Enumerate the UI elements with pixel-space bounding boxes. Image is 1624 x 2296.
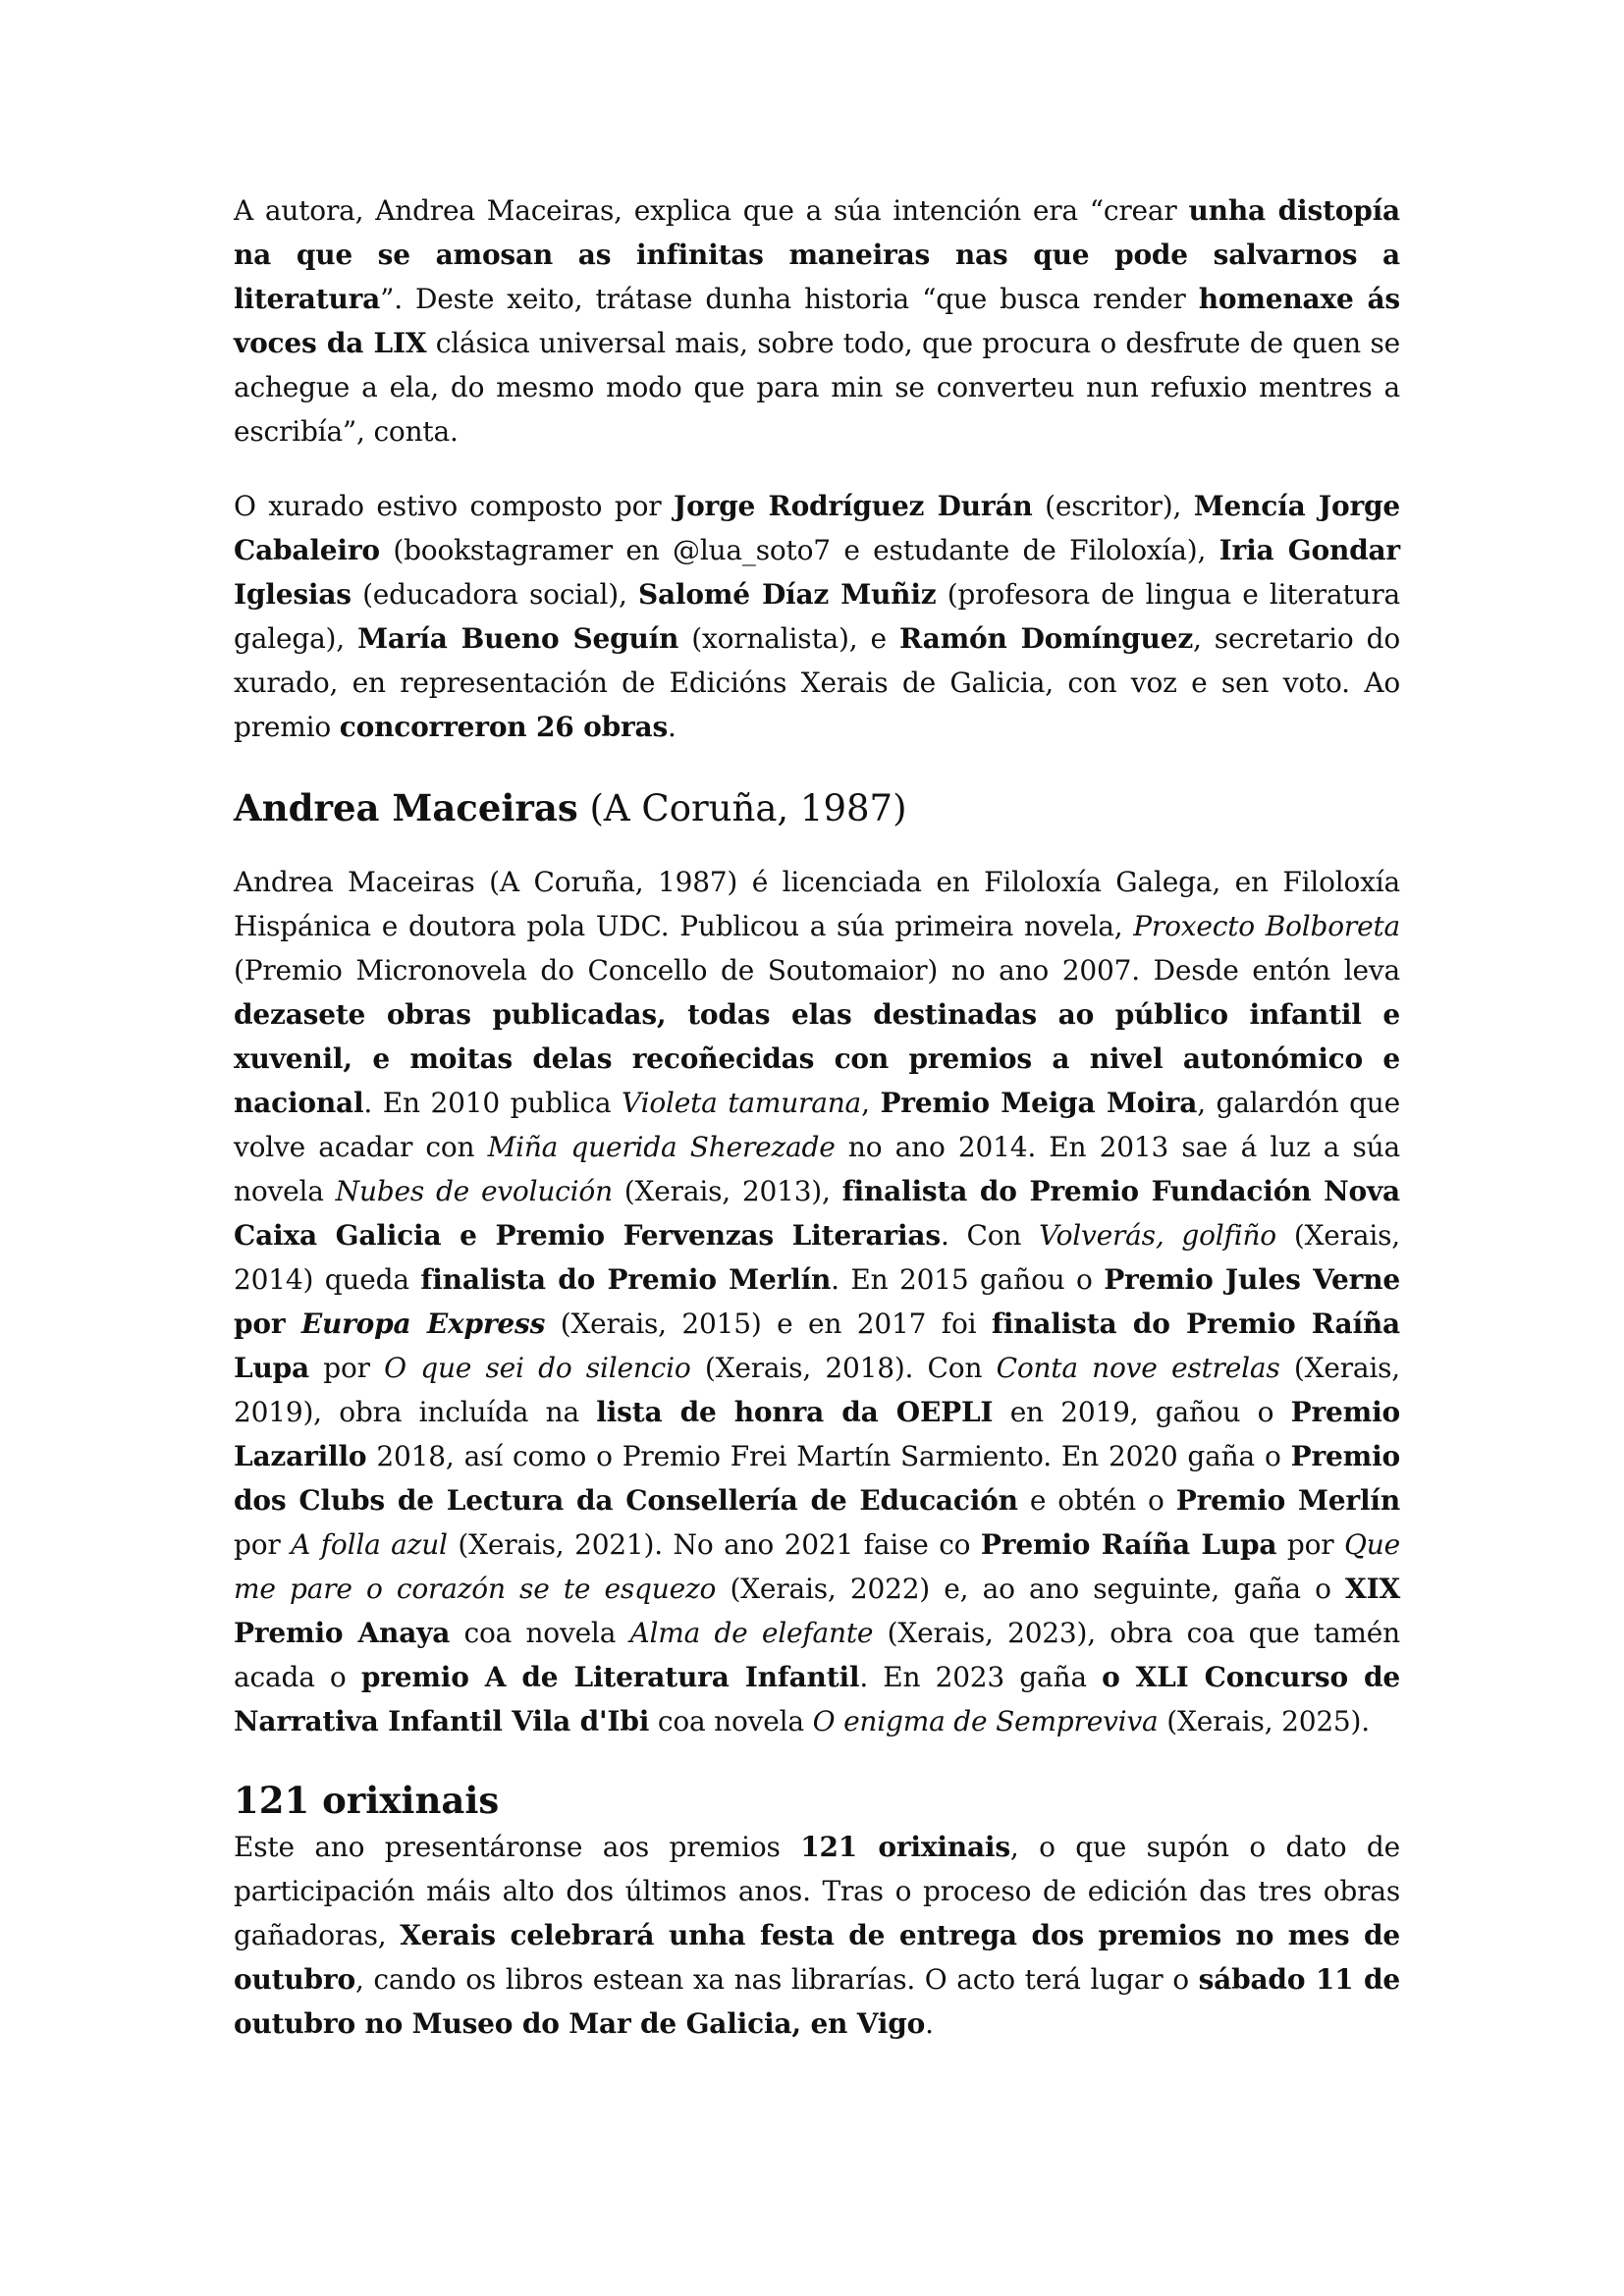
jury-member-name: María Bueno Seguín [357, 622, 679, 655]
award-name: Premio Merlín [1175, 1484, 1401, 1517]
jury-member-name: Salomé Díaz Muñiz [637, 578, 937, 611]
jury-member-name: Mencía Jorge Cabaleiro [234, 490, 1400, 566]
originals-heading: 121 orixinais [234, 1779, 500, 1822]
text-run: por [308, 1352, 385, 1384]
book-title: Conta nove estrelas [996, 1352, 1280, 1384]
document-page [234, 188, 1400, 2046]
text-run: . Con [940, 1219, 1040, 1252]
award-name: XIX Premio Anaya [234, 1573, 1400, 1649]
award-name: finalista do Premio Raíña Lupa [234, 1308, 1401, 1384]
bold-run: homenaxe ás voces da LIX [234, 283, 1400, 359]
book-title: Volverás, golfiño [1039, 1219, 1276, 1252]
text-run: , [861, 1087, 881, 1119]
intro-paragraph [234, 188, 1400, 454]
book-title: O que sei do silencio [384, 1352, 691, 1384]
author-heading-detail: (A Coruña, 1987) [577, 787, 907, 829]
award-name: o XLI Concurso de Narrativa Infantil Vila d'Ibi [234, 1661, 1401, 1737]
text-run: , secretario do xurado, en representación de Edicións Xerais de Galicia, con voz e sen voto. Ao premio [234, 622, 1400, 743]
text-run: coa novela [450, 1617, 630, 1649]
text-run: por [1276, 1528, 1345, 1561]
text-run: (Xerais, 2018). Con [690, 1352, 997, 1384]
book-title: Proxecto Bolboreta [1133, 910, 1400, 942]
book-title: O enigma de Sempreviva [812, 1705, 1159, 1737]
originals-paragraph [234, 1825, 1400, 2046]
book-title: Que me pare o corazón se te esquezo [234, 1528, 1400, 1605]
event-date-location: sábado 11 de outubro no Museo do Mar de Galicia, en Vigo [234, 1963, 1400, 2040]
jury-member-name: Ramón Domínguez [898, 622, 1194, 655]
jury-paragraph [234, 484, 1400, 749]
book-title: A folla azul [291, 1528, 448, 1561]
bold-run: unha distopía na que se amosan as infinitas maneiras nas que pode salvarnos a literatura [234, 194, 1400, 315]
jury-member-name: Iria Gondar Iglesias [234, 534, 1400, 611]
award-name: Premio dos Clubs de Lectura da Consellería de Educación [234, 1440, 1400, 1517]
text-run: . En 2023 gaña [859, 1661, 1103, 1693]
text-run: (Xerais, 2015) e en 2017 foi [545, 1308, 992, 1340]
text-run: , galardón que volve acadar con [234, 1087, 1400, 1163]
text-run: Este ano presentáronse aos premios [234, 1831, 801, 1863]
text-run: (escritor), [1032, 490, 1194, 522]
text-run: por [234, 1528, 292, 1561]
bold-run: dezasete obras publicadas, todas elas destinadas ao público infantil e xuvenil, e moitas delas recoñecidas con premios a nivel autonómico e nacional [234, 998, 1400, 1119]
text-run: A autora, Andrea Maceiras, explica que a súa intención era “crear [234, 194, 1189, 227]
bold-run: Xerais celebrará unha festa de entrega dos premios no mes de outubro [234, 1919, 1400, 1996]
text-run: coa novela [649, 1705, 813, 1737]
book-title: Nubes de evolución [335, 1175, 613, 1207]
award-name: lista de honra da OEPLI [596, 1396, 994, 1428]
text-run: no ano 2014. En 2013 sae á luz a súa novela [234, 1131, 1400, 1207]
award-name: finalista do Premio Merlín [420, 1263, 832, 1296]
bold-run: concorreron 26 obras [339, 711, 669, 743]
text-run: e obtén o [1017, 1484, 1176, 1517]
award-name: Premio Raíña Lupa [980, 1528, 1277, 1561]
book-title: Miña querida Sherezade [487, 1131, 836, 1163]
text-run: . [668, 711, 677, 743]
book-title: Europa Express [300, 1308, 546, 1340]
text-run: (educadora social), [351, 578, 638, 611]
text-run: (bookstagramer en @lua_soto7 e estudante de Filoloxía), [379, 534, 1219, 566]
text-run: (Xerais, 2022) e, ao ano seguinte, gaña o [716, 1573, 1346, 1605]
book-title: Violeta tamurana [622, 1087, 862, 1119]
text-run: . En 2015 gañou o [831, 1263, 1105, 1296]
award-name: Premio Lazarillo [234, 1396, 1401, 1472]
bold-run: 121 orixinais [800, 1831, 1010, 1863]
text-run: O xurado estivo composto por [234, 490, 675, 522]
text-run: (Xerais, 2013), [612, 1175, 842, 1207]
text-run: , o que supón o dato de participación máis alto dos últimos anos. Tras o proceso de edición das tres obras gañadoras, [234, 1831, 1400, 1951]
text-run: (Xerais, 2025). [1158, 1705, 1370, 1737]
text-run: (Xerais, 2021). No ano 2021 faise co [447, 1528, 981, 1561]
text-run: (profesora de lingua e literatura galega), [234, 578, 1400, 655]
text-run: . En 2010 publica [363, 1087, 623, 1119]
author-heading [234, 781, 1400, 835]
text-run: (xornalista), e [678, 622, 899, 655]
text-run: clásica universal mais, sobre todo, que procura o desfrute de quen se achegue a ela, do mesmo modo que para min se converteu nun refuxio mentres a escribía”, conta. [234, 327, 1400, 448]
biography-paragraph [234, 860, 1400, 1743]
jury-member-name: Jorge Rodríguez Durán [674, 490, 1033, 522]
book-title: Alma de elefante [629, 1617, 874, 1649]
text-run: . [925, 2007, 934, 2040]
text-run: en 2019, gañou o [993, 1396, 1291, 1428]
text-run: ”. Deste xeito, trátase dunha historia “que busca render [380, 283, 1199, 315]
award-name: Premio Meiga Moira [880, 1087, 1198, 1119]
award-name: premio A de Literatura Infantil [360, 1661, 860, 1693]
text-run: (Xerais, 2019), obra incluída na [234, 1352, 1400, 1428]
text-run: (Xerais, 2014) queda [234, 1219, 1400, 1296]
award-name: Premio Jules Verne por [234, 1263, 1400, 1340]
text-run: (Xerais, 2023), obra coa que tamén acada o [234, 1617, 1400, 1693]
award-name: finalista do Premio Fundación Nova Caixa Galicia e Premio Fervenzas Literarias [234, 1175, 1400, 1252]
author-heading-name: Andrea Maceiras [234, 786, 578, 829]
text-run: , cando os libros estean xa nas librarías. O acto terá lugar o [354, 1963, 1199, 1996]
text-run: Andrea Maceiras (A Coruña, 1987) é licenciada en Filoloxía Galega, en Filoloxía Hispánica e doutora pola UDC. Publicou a súa primeira novela, [234, 866, 1400, 942]
text-run: (Premio Micronovela do Concello de Soutomaior) no ano 2007. Desde entón leva [234, 954, 1400, 987]
text-run: 2018, así como o Premio Frei Martín Sarmiento. En 2020 gaña o [366, 1440, 1291, 1472]
